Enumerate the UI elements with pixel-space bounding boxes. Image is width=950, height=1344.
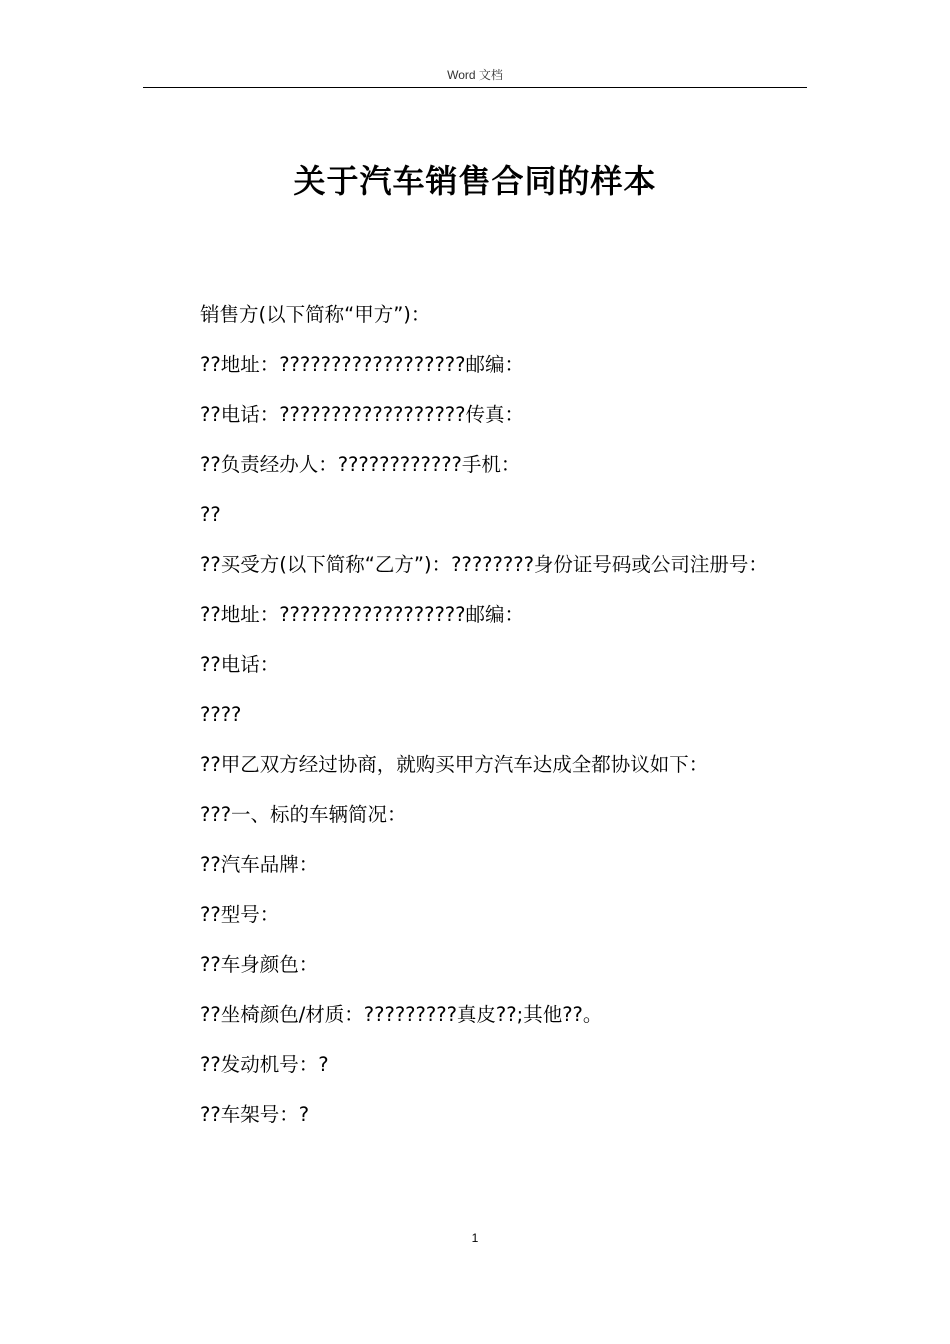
document-body [180, 290, 810, 1140]
paragraph: ??电话：??????????????????传真： [200, 403, 524, 426]
paragraph: ??型号： [200, 903, 280, 926]
paragraph: ??车架号：? [200, 1103, 310, 1126]
paragraph: ??负责经办人：????????????手机： [200, 453, 521, 476]
page-header: Word 文档 [447, 68, 503, 82]
paragraph: ??买受方(以下简称“乙方”)：????????身份证号码或公司注册号： [200, 553, 768, 576]
paragraph: ??汽车品牌： [200, 853, 319, 876]
paragraph: ??电话： [200, 653, 280, 676]
paragraph: ???一、标的车辆简况： [200, 803, 407, 826]
paragraph: ??地址：??????????????????邮编： [200, 603, 524, 626]
header-divider [143, 87, 807, 88]
paragraph: ???? [200, 703, 242, 726]
paragraph: ??坐椅颜色/材质：?????????真皮??;其他??。 [200, 1003, 603, 1026]
document-title: 关于汽车销售合同的样本 [293, 162, 657, 200]
paragraph: ?? [200, 503, 221, 526]
paragraph: ??地址：??????????????????邮编： [200, 353, 524, 376]
page-number: 1 [471, 1231, 479, 1245]
paragraph: ??甲乙双方经过协商，就购买甲方汽车达成全都协议如下： [200, 753, 709, 776]
paragraph: ??车身颜色： [200, 953, 319, 976]
paragraph: ??发动机号：? [200, 1053, 329, 1076]
paragraph: 销售方(以下简称“甲方”)： [200, 303, 431, 326]
